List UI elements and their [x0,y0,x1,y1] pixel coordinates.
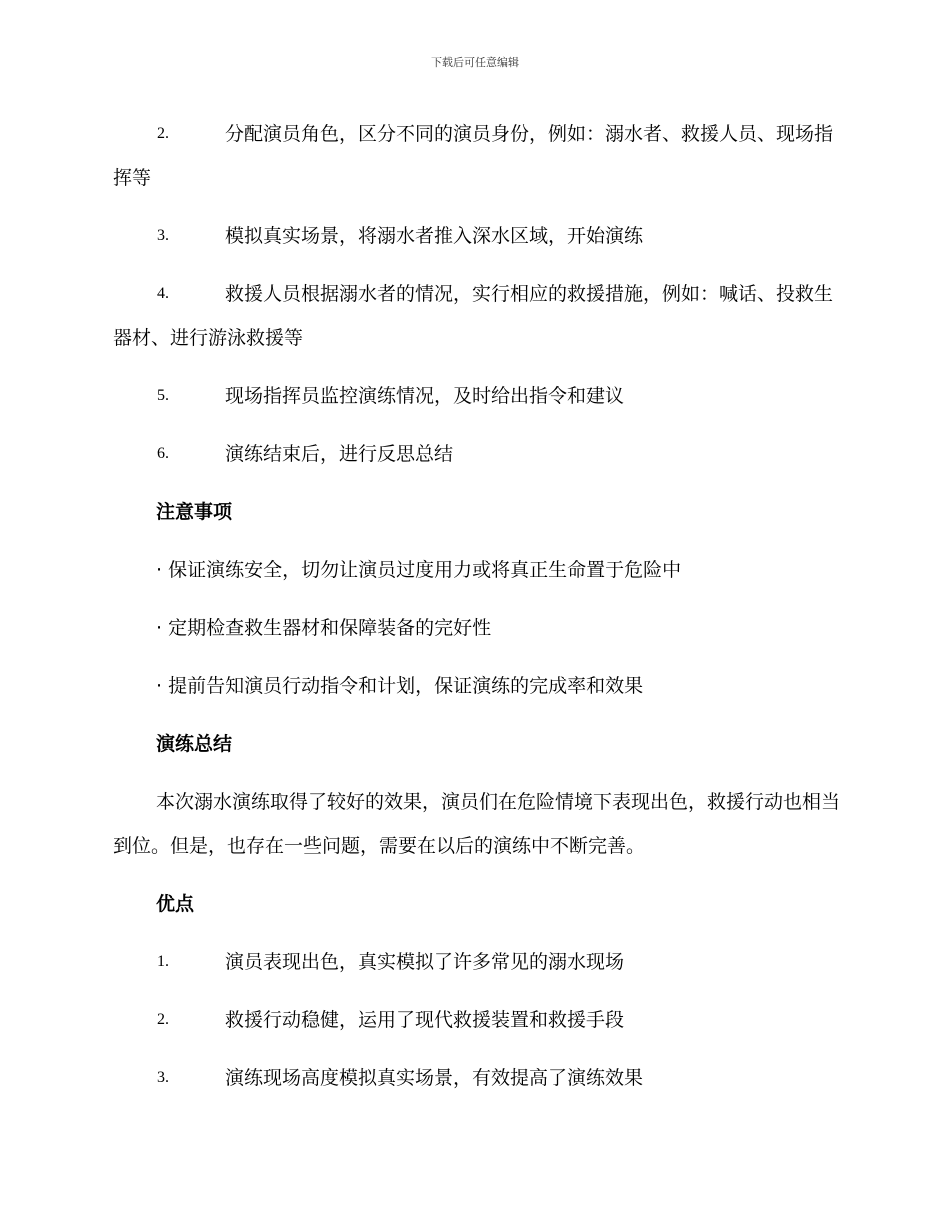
step-text: 演练结束后，进行反思总结 [225,443,454,465]
step-item [113,432,843,476]
note-item: · 保证演练安全，切勿让演员过度用力或将真正生命置于危险中 [156,559,682,581]
strength-item [113,940,843,984]
summary-heading: 演练总结 [156,733,233,755]
strength-number: 1. [157,953,169,970]
strength-item [113,998,843,1042]
step-item [113,272,843,360]
step-text: 救援人员根据溺水者的情况，实行相应的救援措施，例如：喊话、投救生器材、进行游泳救援等 [113,283,834,349]
step-item [113,374,843,418]
document-body [113,112,843,1114]
strengths-heading: 优点 [156,893,195,915]
step-number: 4. [157,285,169,302]
note-item: · 提前告知演员行动指令和计划，保证演练的完成率和效果 [156,675,644,697]
step-number: 5. [157,387,169,404]
strength-item [113,1056,843,1100]
strength-number: 3. [157,1069,169,1086]
strength-text: 演练现场高度模拟真实场景，有效提高了演练效果 [225,1067,644,1089]
strength-text: 演员表现出色，真实模拟了许多常见的溺水现场 [225,951,625,973]
notes-heading: 注意事项 [156,501,233,523]
step-text: 分配演员角色，区分不同的演员身份，例如：溺水者、救援人员、现场指挥等 [113,123,834,189]
strength-number: 2. [157,1011,169,1028]
step-item [113,112,843,200]
step-text: 现场指挥员监控演练情况，及时给出指令和建议 [225,385,625,407]
page-header: 下载后可任意编辑 [431,56,519,69]
step-number: 6. [157,445,169,462]
step-item [113,214,843,258]
summary-paragraph: 本次溺水演练取得了较好的效果，演员们在危险情境下表现出色，救援行动也相当到位。但是，也存在一些问题，需要在以后的演练中不断完善。 [113,791,841,857]
step-number: 2. [157,125,169,142]
note-item: · 定期检查救生器材和保障装备的完好性 [156,617,492,639]
strength-text: 救援行动稳健，运用了现代救援装置和救援手段 [225,1009,625,1031]
step-text: 模拟真实场景，将溺水者推入深水区域，开始演练 [225,225,644,247]
step-number: 3. [157,227,169,244]
